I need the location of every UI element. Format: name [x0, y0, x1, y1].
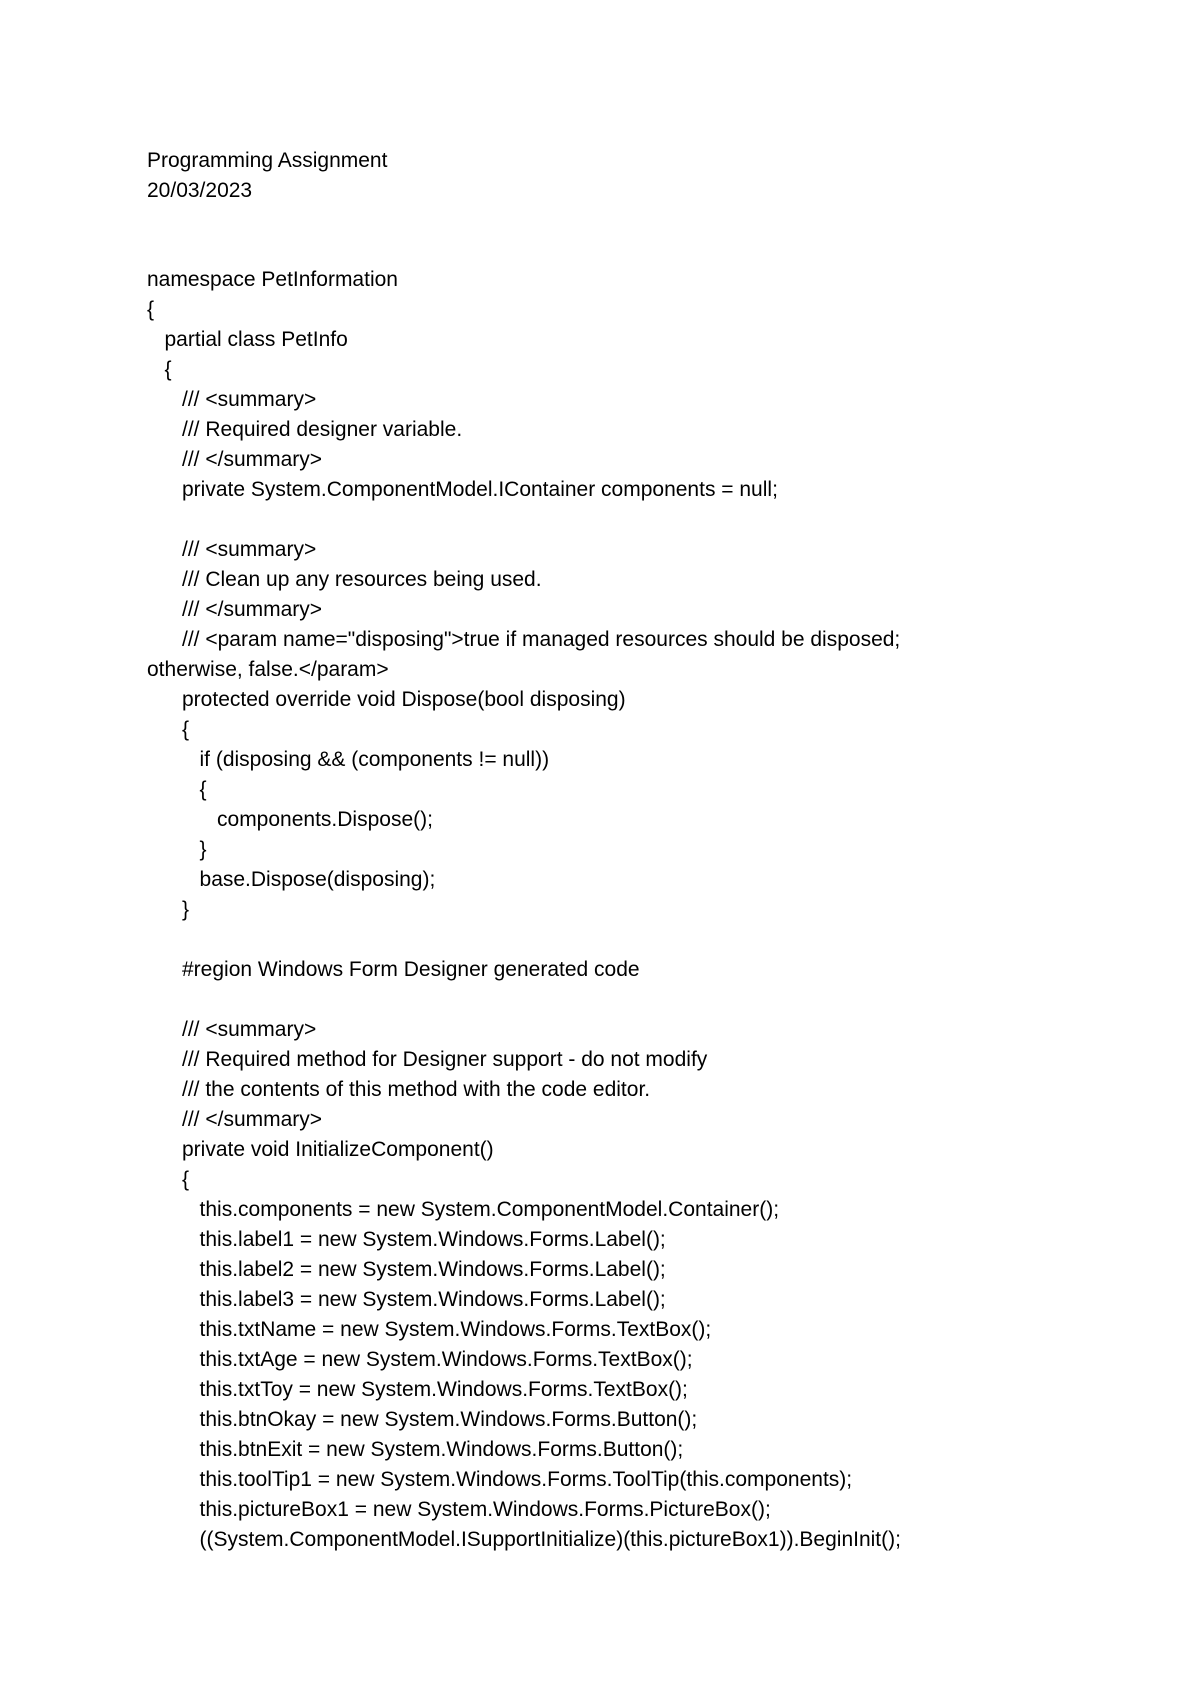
code-line: /// <param name="disposing">true if managed resources should be disposed;: [147, 628, 901, 651]
code-line: this.components = new System.ComponentModel.Container();: [147, 1198, 780, 1221]
document-header: [147, 146, 387, 206]
code-line: this.toolTip1 = new System.Windows.Forms.ToolTip(this.components);: [147, 1468, 853, 1491]
code-line: {: [147, 358, 172, 381]
code-line: namespace PetInformation: [147, 268, 398, 291]
code-line: /// the contents of this method with the code editor.: [147, 1078, 651, 1101]
code-line: /// </summary>: [147, 1108, 323, 1131]
code-line: /// </summary>: [147, 448, 323, 471]
code-line: this.txtName = new System.Windows.Forms.TextBox();: [147, 1318, 712, 1341]
code-line: }: [147, 838, 207, 861]
code-line: this.txtToy = new System.Windows.Forms.TextBox();: [147, 1378, 688, 1401]
code-line: /// Required designer variable.: [147, 418, 463, 441]
code-line: }: [147, 898, 190, 921]
code-line: /// Required method for Designer support - do not modify: [147, 1048, 708, 1071]
code-line: this.label2 = new System.Windows.Forms.Label();: [147, 1258, 666, 1281]
code-line: this.txtAge = new System.Windows.Forms.TextBox();: [147, 1348, 693, 1371]
code-line: /// <summary>: [147, 1018, 317, 1041]
code-line: private void InitializeComponent(): [147, 1138, 494, 1161]
code-line: /// Clean up any resources being used.: [147, 568, 542, 591]
code-line: protected override void Dispose(bool disposing): [147, 688, 626, 711]
code-line: this.btnOkay = new System.Windows.Forms.Button();: [147, 1408, 698, 1431]
code-line: {: [147, 1168, 190, 1191]
code-line: partial class PetInfo: [147, 328, 348, 351]
code-line: this.btnExit = new System.Windows.Forms.Button();: [147, 1438, 684, 1461]
code-line: {: [147, 778, 207, 801]
code-listing: [147, 265, 1147, 1555]
code-line: if (disposing && (components != null)): [147, 748, 550, 771]
code-line: this.label1 = new System.Windows.Forms.Label();: [147, 1228, 666, 1251]
code-line: base.Dispose(disposing);: [147, 868, 436, 891]
code-line: /// <summary>: [147, 388, 317, 411]
code-line: [147, 505, 1147, 535]
code-line: [147, 985, 1147, 1015]
code-line: {: [147, 718, 190, 741]
code-line: #region Windows Form Designer generated code: [147, 958, 640, 981]
code-line: ((System.ComponentModel.ISupportInitialize)(this.pictureBox1)).BeginInit();: [147, 1528, 901, 1551]
code-line: components.Dispose();: [147, 808, 433, 831]
document-date: 20/03/2023: [147, 179, 253, 202]
code-line: this.pictureBox1 = new System.Windows.Forms.PictureBox();: [147, 1498, 771, 1521]
code-line: this.label3 = new System.Windows.Forms.Label();: [147, 1288, 666, 1311]
code-line: /// </summary>: [147, 598, 323, 621]
code-line: {: [147, 298, 155, 321]
code-line: private System.ComponentModel.IContainer components = null;: [147, 478, 778, 501]
code-line: otherwise, false.</param>: [147, 658, 389, 681]
document-title: Programming Assignment: [147, 149, 388, 172]
code-line: [147, 925, 1147, 955]
code-line: /// <summary>: [147, 538, 317, 561]
